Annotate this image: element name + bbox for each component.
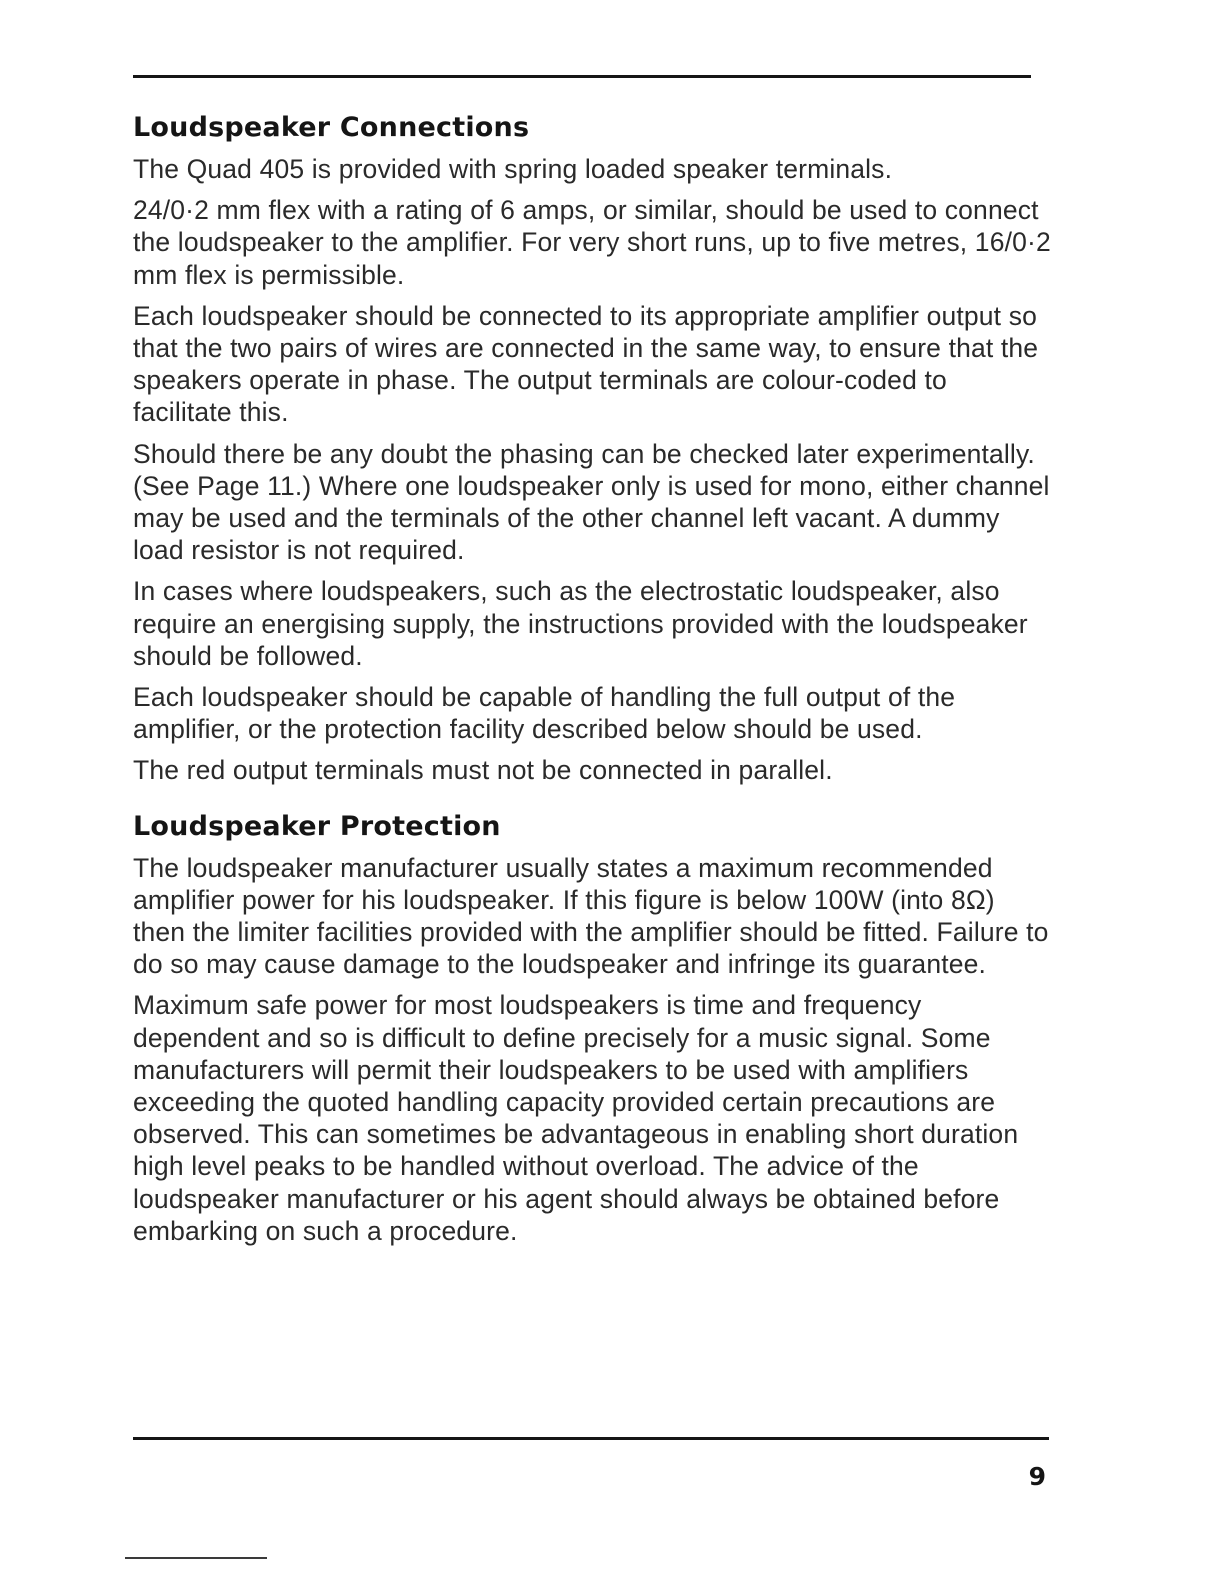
paragraph: Each loudspeaker should be capable of handling the full output of the amplifier, or the protection facility described below should be used. [133,682,956,745]
top-rule [133,75,1031,78]
paragraph: In cases where loudspeakers, such as the electrostatic loudspeaker, also require an energising supply, the instructions provided with the loudspeaker should be followed. [133,576,1028,671]
paragraph: Should there be any doubt the phasing can be checked later experimentally. (See Page 11.) Where one loudspeaker only is used for mono, either channel may be used and the terminals of the other channel left vacant. A dummy load resistor is not required. [133,438,1050,566]
paragraph: The Quad 405 is provided with spring loaded speaker terminals. [133,154,893,184]
page-number: 9 [1028,1462,1046,1491]
paragraph: The red output terminals must not be connected in parallel. [133,755,833,786]
section-loudspeaker-protection [133,807,1053,1247]
paragraph: 24/0·2 mm flex with a rating of 6 amps, or similar, should be used to connect the loudspeaker to the amplifier. For very short runs, up to five metres, 16/0·2 mm flex is permissible. [133,195,1051,290]
section-heading: Loudspeaker Connections [133,112,530,143]
section-loudspeaker-connections [133,108,1053,787]
paragraph: Maximum safe power for most loudspeakers is time and frequency dependent and so is difficult to define precisely for a music signal. Some manufacturers will permit their loudspeakers to be used with amplifiers exceeding the quoted handling capacity provided certain precautions are observed. This can sometimes be advantageous in enabling short duration high level peaks to be handled without overload. The advice of the loudspeaker manufacturer or his agent should always be obtained before embarking on such a procedure. [133,990,1019,1246]
bottom-rule [133,1437,1049,1440]
paragraph: The loudspeaker manufacturer usually states a maximum recommended amplifier power for his loudspeaker. If this figure is below 100W (into 8Ω) then the limiter facilities provided with the amplifier should be fitted. Failure to do so may cause damage to the loudspeaker and infringe its guarantee. [133,852,1049,980]
paragraph: Each loudspeaker should be connected to its appropriate amplifier output so that the two pairs of wires are connected in the same way, to ensure that the speakers operate in phase. The output terminals are colour-coded to facilitate this. [133,300,1039,428]
section-heading: Loudspeaker Protection [133,810,501,842]
footer-mark [125,1557,267,1559]
page-content [133,108,1053,1256]
